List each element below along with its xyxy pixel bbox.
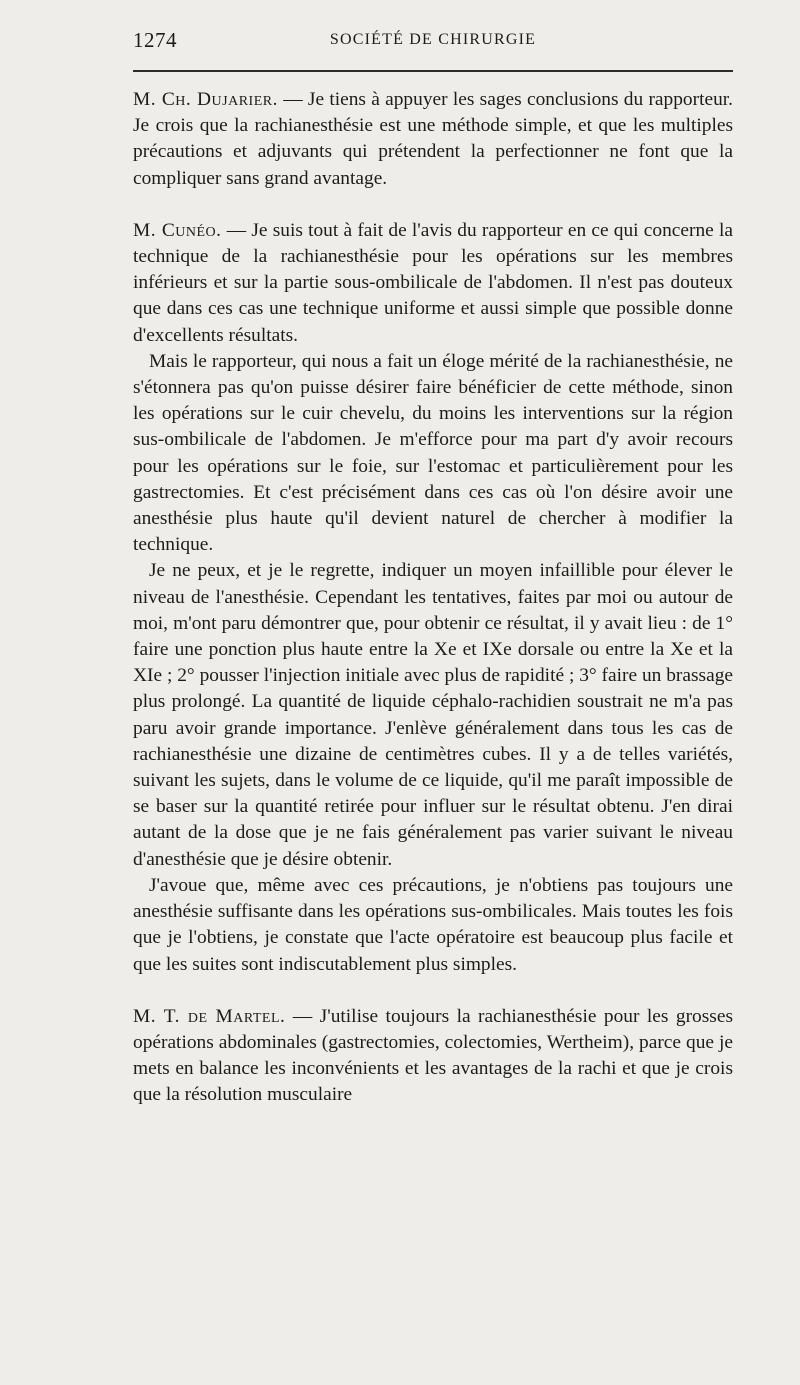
body-text <box>133 87 733 1109</box>
paragraph-cuneo-2 <box>133 349 733 559</box>
page-header <box>133 28 733 58</box>
paragraph-cuneo <box>133 218 733 349</box>
paragraph-cuneo-3 <box>133 558 733 872</box>
paragraph-martel <box>133 1004 733 1109</box>
paragraph-text: — J'utilise toujours la rachianesthésie pour les grosses opérations abdominales (gastrectomies, colectomies, Wertheim), parce que je mets en balance les inconvénients et les avantages de la rachi et que je crois que la résolution musculaire <box>133 1005 733 1106</box>
paragraph-text: J'avoue que, même avec ces précautions, je n'obtiens pas toujours une anesthésie suffisante dans les opérations sus-ombilicales. Mais toutes les fois que je l'obtiens, je constate que l'acte opératoire est beaucoup plus facile et que les suites sont indiscutablement plus simples. <box>133 874 733 975</box>
speaker-name: M. T. de Martel. <box>133 1005 286 1027</box>
header-rule <box>133 70 733 72</box>
speaker-name: M. Cunéo. <box>133 219 222 241</box>
paragraph-text: — Je suis tout à fait de l'avis du rapporteur en ce qui concerne la technique de la rachianesthésie pour les opérations sur les membres inférieurs et sur la partie sous-ombilicale de l'abdomen. Il n'est pas douteux que dans ces cas une technique uniforme et aussi simple que possible donne d'excellents résultats. <box>133 219 733 346</box>
page-number: 1274 <box>133 28 177 52</box>
paragraph-text: Mais le rapporteur, qui nous a fait un éloge mérité de la rachianesthésie, ne s'étonnera pas qu'on puisse désirer faire bénéficier de cette méthode, sinon les opérations sur le cuir chevelu, du moins les interventions sur la région sus-ombilicale de l'abdomen. Je m'efforce pour ma part d'y avoir recours pour les opérations sur le foie, sur l'estomac et particulièrement pour les gastrectomies. Et c'est précisément dans ces cas où l'on désire avoir une anesthésie plus haute qu'il devient naturel de chercher à modifier la technique. <box>133 350 733 556</box>
paragraph-cuneo-4 <box>133 873 733 978</box>
paragraph-dujarier <box>133 87 733 192</box>
running-title: SOCIÉTÉ DE CHIRURGIE <box>329 31 537 48</box>
paragraph-text: Je ne peux, et je le regrette, indiquer un moyen infaillible pour élever le niveau de l'anesthésie. Cependant les tentatives, faites par moi ou autour de moi, m'ont paru démontrer que, pour obtenir ce résultat, il y avait lieu : de 1° faire une ponction plus haute entre la Xe et IXe dorsale ou entre la Xe et la XIe ; 2° pousser l'injection initiale avec plus de rapidité ; 3° faire un brassage plus prolongé. La quantité de liquide céphalo-rachidien soustrait ne m'a pas paru avoir grande importance. J'enlève généralement dans tous les cas de rachianesthésie une dizaine de centimètres cubes. Il y a de telles variétés, suivant les sujets, dans le volume de ce liquide, qu'il me paraît impossible de se baser sur la quantité retirée pour influer sur le résultat obtenu. J'en dirai autant de la dose que je ne fais généralement pas varier suivant le niveau d'anesthésie que je désire obtenir. <box>133 560 733 870</box>
speaker-name: M. Ch. Dujarier. <box>133 89 278 110</box>
paragraph-text: — Je tiens à appuyer les sages conclusions du rapporteur. Je crois que la rachianesthésie est une méthode simple, et que les multiples précautions et adjuvants qui prétendent la perfectionner ne font que la compliquer sans grand avantage. <box>133 89 733 189</box>
